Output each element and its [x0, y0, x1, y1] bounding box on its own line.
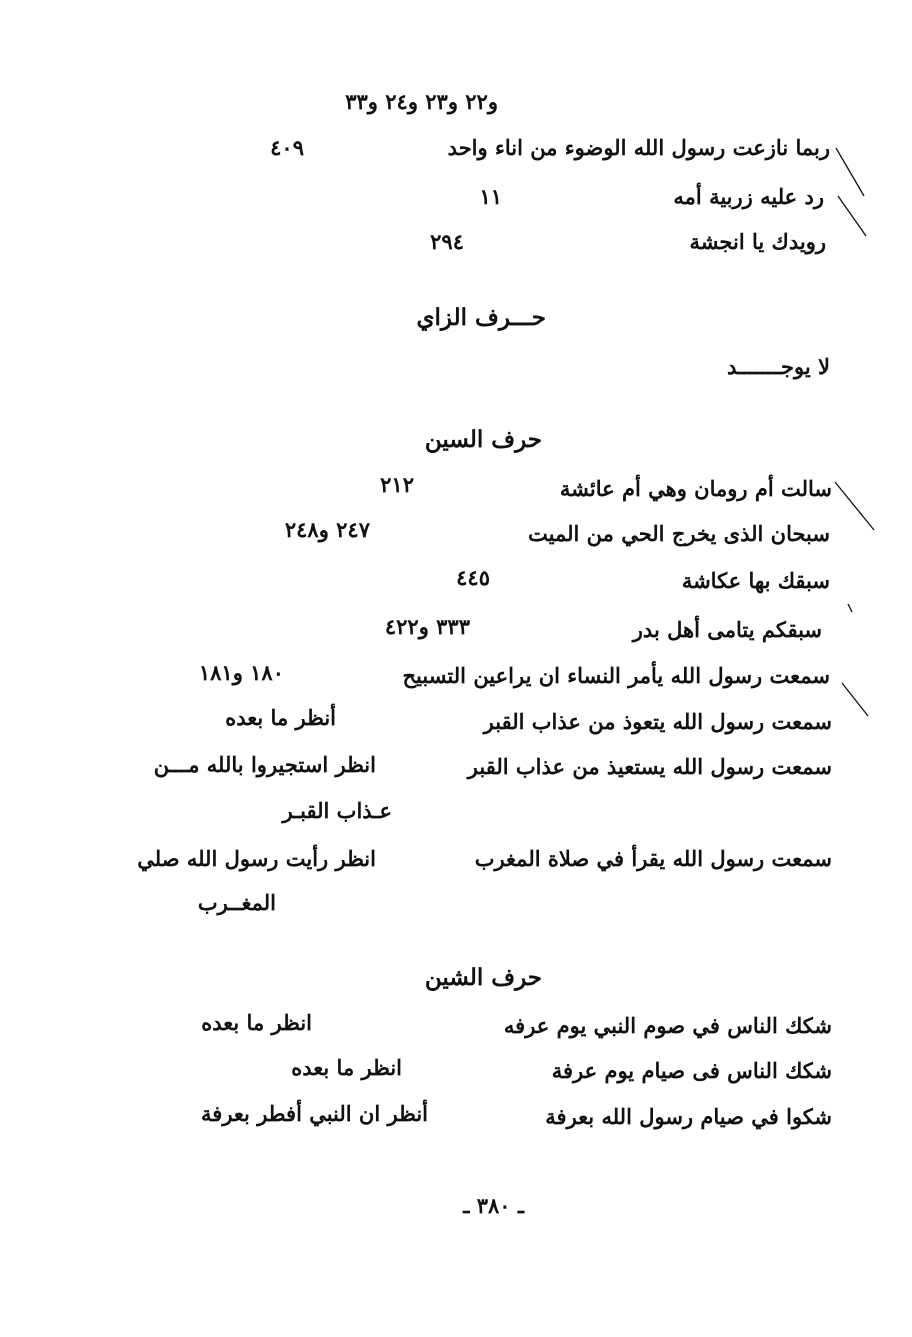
- entry-text: شكك الناس فى صيام يوم عرفة: [551, 1058, 832, 1083]
- entry-ref: ٢٩٤: [430, 229, 464, 254]
- entry-text: شكك الناس في صوم النبي يوم عرفه: [503, 1013, 832, 1038]
- entry-ref-continued: عـذاب القبـر: [282, 798, 392, 823]
- page-number: ـ ٣٨٠ ـ: [463, 1193, 524, 1218]
- entry-ref: أنظر ان النبي أفطر بعرفة: [201, 1101, 428, 1126]
- section-heading-zay: حـــرف الزاي: [416, 304, 546, 331]
- entry-text: سبقك بها عكاشة: [681, 568, 830, 593]
- entry-text: سمعت رسول الله يتعوذ من عذاب القبر: [483, 709, 832, 734]
- entry-text: ربما نازعت رسول الله الوضوء من اناء واحد: [447, 135, 830, 160]
- entry-ref: ٤٤٥: [456, 565, 490, 590]
- entry-text: رد عليه زربية أمه: [673, 184, 824, 209]
- entry-text: رويدك يا انجشة: [689, 229, 826, 254]
- entry-ref: أنظر ما بعده: [225, 705, 336, 730]
- entry-text: سمعت رسول الله يأمر النساء ان يراعين التسبيح: [402, 663, 830, 688]
- entry-ref: انظر استجيروا بالله مـــن: [153, 752, 376, 777]
- entry-text: سبحان الذى يخرج الحي من الميت: [528, 521, 830, 546]
- continuation-refs: و٢٢ و٢٣ و٢٤ و٣٣: [345, 89, 498, 114]
- entry-ref: انظر ما بعده: [291, 1055, 402, 1080]
- entry-ref-continued: المغــرب: [197, 890, 276, 915]
- entry-ref: ٢١٢: [380, 472, 414, 497]
- entry-ref: ١١: [479, 184, 502, 209]
- entry-text: سالت أم رومان وهي أم عائشة: [559, 476, 832, 501]
- entry-ref: ٤٠٩: [270, 135, 304, 160]
- entry-ref: انظر رأيت رسول الله صلي: [137, 846, 376, 871]
- entry-ref: ١٨٠ و١٨١: [198, 660, 284, 685]
- entry-text: سمعت رسول الله يستعيذ من عذاب القبر: [467, 754, 832, 779]
- section-heading-shin: حرف الشين: [424, 964, 542, 991]
- section-note: لا يوجـــــــد: [726, 354, 830, 379]
- entry-text: سبقكم يتامى أهل بدر: [632, 617, 822, 642]
- section-heading-sin: حرف السين: [424, 426, 542, 453]
- entry-ref: ٢٤٧ و٢٤٨: [284, 517, 370, 542]
- entry-ref: انظر ما بعده: [201, 1010, 312, 1035]
- entry-ref: ٣٣٣ و٤٢٢: [384, 614, 470, 639]
- entry-text: سمعت رسول الله يقرأ في صلاة المغرب: [474, 846, 832, 871]
- entry-text: شكوا في صيام رسول الله بعرفة: [545, 1104, 832, 1129]
